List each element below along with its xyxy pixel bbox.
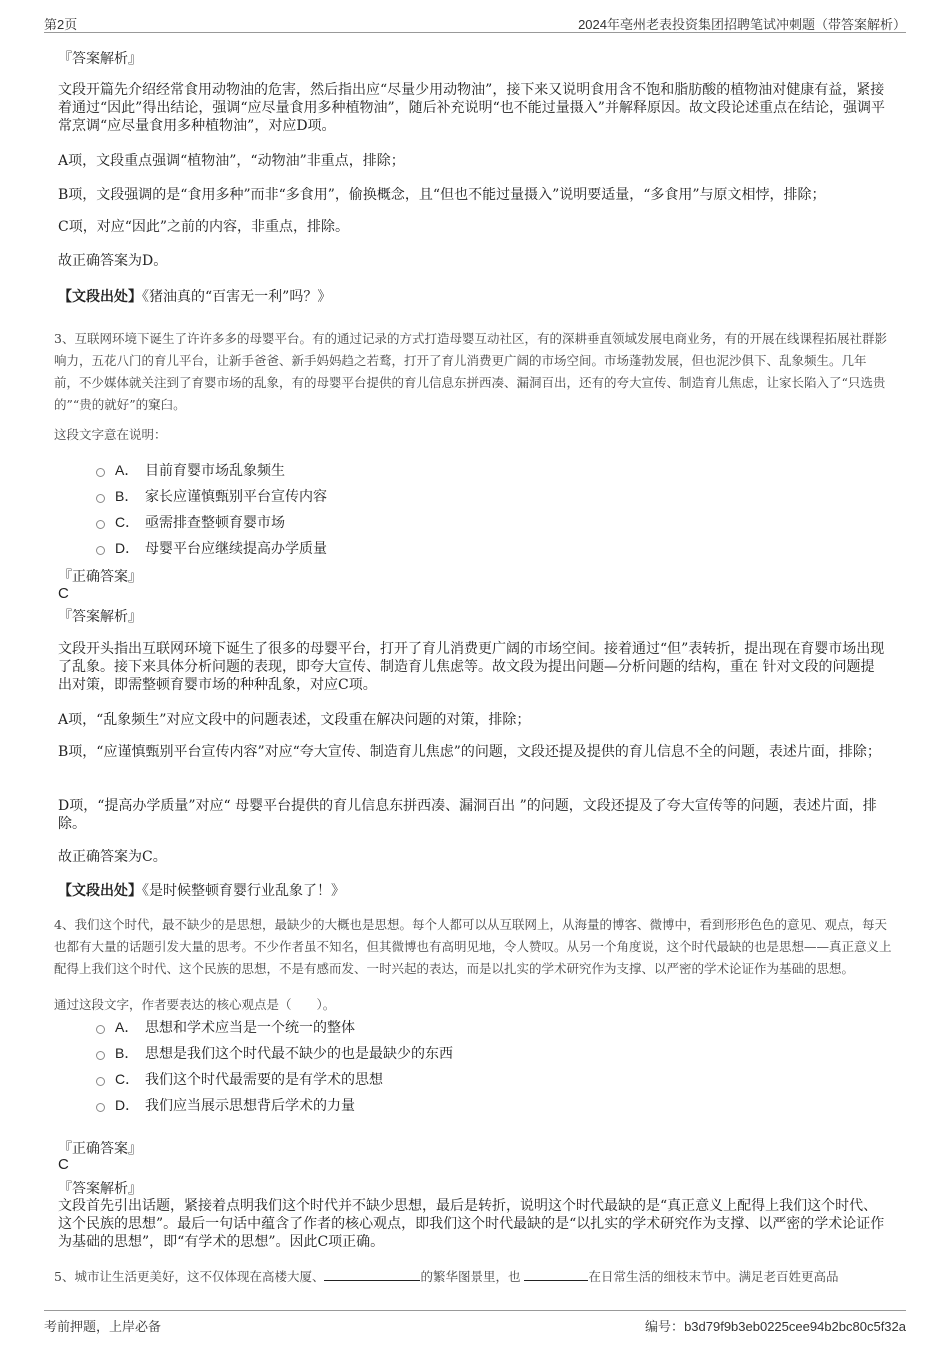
q3-point-d: D项，“提高办学质量”对应“ 母婴平台提供的育儿信息东拼西凑、漏洞百出 ”的问题，文段还提及了夸大宣传等的问题，表述片面，排除。 xyxy=(58,798,877,832)
q3-option-d[interactable]: D． 母婴平台应继续提高办学质量 xyxy=(96,535,327,561)
q4-answer: C xyxy=(58,1156,69,1173)
q2-analysis: 文段开篇先介绍经常食用动物油的危害，然后指出应“尽量少用动物油”，接下来又说明食用含不饱和脂肪酸的植物油对健康有益，紧接着通过“因此”得出结论，强调“应尽量食用多种植物油”，随后补充说明“也不能过量摄入”并解释原因。故文段论述重点在结论，强调平常烹调“应尽量食用多种植物油”，对应D项。 xyxy=(58,82,885,134)
radio-icon[interactable] xyxy=(96,520,105,529)
q3-analysis-label: 『答案解析』 xyxy=(58,609,142,625)
q3-point-a: A项，“乱象频生”对应文段中的问题表述，文段重在解决问题的对策，排除； xyxy=(58,712,531,728)
q3-option-c[interactable]: C． 亟需排查整顿育婴市场 xyxy=(96,509,327,535)
radio-icon[interactable] xyxy=(96,1103,105,1112)
q3-analysis: 文段开头指出互联网环境下诞生了很多的母婴平台，打开了育儿消费更广阔的市场空间。接着通过“但”表转折，提出现在育婴市场出现了乱象。接下来具体分析问题的表现，即夸大宣传、制造育儿焦虑等。故文段为提出问题—分析问题的结构，重在 针对文段的问题提出对策，即需整顿育婴市场的种种乱象，对应C项。 xyxy=(58,641,885,693)
q2-source-title: 《猪油真的“百害无一利”吗？》 xyxy=(142,289,332,305)
q3-answer-label: 『正确答案』 xyxy=(58,569,142,585)
radio-icon[interactable] xyxy=(96,1077,105,1086)
radio-icon[interactable] xyxy=(96,546,105,555)
page-header xyxy=(44,12,906,33)
q4-analysis: 文段首先引出话题，紧接着点明我们这个时代并不缺少思想，最后是转折，说明这个时代最缺的是“真正意义上配得上我们这个时代、这个民族的思想”。最后一句话中蕴含了作者的核心观点，即我们这个时代最缺的是“以扎实的学术研究作为支撑、以严密的学术论证作为基础的思想”，即“有学术的思想”。因此C项正确。 xyxy=(58,1198,885,1250)
document-code: 编号：b3d79f9b3eb0225cee94b2bc80c5f32a xyxy=(645,1319,906,1335)
q2-source-label: 【文段出处】 xyxy=(58,289,142,305)
q3-source-label: 【文段出处】 xyxy=(58,883,142,899)
q3-option-a[interactable]: A． 目前育婴市场乱象频生 xyxy=(96,457,327,483)
q3-option-b[interactable]: B． 家长应谨慎甄别平台宣传内容 xyxy=(96,483,327,509)
q2-analysis-label: 『答案解析』 xyxy=(58,51,142,67)
q3-options xyxy=(96,457,327,561)
radio-icon[interactable] xyxy=(96,1025,105,1034)
q2-point-a: A项，文段重点强调“植物油”，“动物油”非重点，排除； xyxy=(58,153,405,169)
page-footer xyxy=(44,1310,906,1335)
radio-icon[interactable] xyxy=(96,1051,105,1060)
document-title: 2024年亳州老表投资集团招聘笔试冲刺题（带答案解析） xyxy=(578,17,906,32)
q4-option-a[interactable]: A． 思想和学术应当是一个统一的整体 xyxy=(96,1014,453,1040)
q4-option-d[interactable]: D． 我们应当展示思想背后学术的力量 xyxy=(96,1092,453,1118)
q3-answer: C xyxy=(58,585,69,602)
q4-prompt: 通过这段文字，作者要表达的核心观点是（ ）。 xyxy=(54,997,336,1012)
footer-slogan: 考前押题，上岸必备 xyxy=(44,1320,162,1335)
q3-stem: 3、互联网环境下诞生了许许多多的母婴平台。有的通过记录的方式打造母婴互动社区，有的深耕垂直领域发展电商业务，有的开展在线课程拓展社群影响力，五花八门的育儿平台，让新手爸爸、新手妈妈趋之若鹜，打开了育儿消费更广阔的市场空间。市场蓬勃发展，但也泥沙俱下、乱象频生。几年前，不少媒体就关注到了育婴市场的乱象，有的母婴平台提供的育儿信息东拼西凑、漏洞百出，还有的夸大宣传、制造育儿焦虑，让家长陷入了“只选贵的”“贵的就好”的窠臼。 xyxy=(54,331,887,412)
q5-stem: 5、城市让生活更美好，这不仅体现在高楼大厦、 的繁华图景里，也 在日常生活的细枝末节中。满足老百姓更高品 xyxy=(54,1269,839,1284)
q4-option-b[interactable]: B． 思想是我们这个时代最不缺少的也是最缺少的东西 xyxy=(96,1040,453,1066)
q3-source xyxy=(58,880,888,900)
q4-option-c[interactable]: C． 我们这个时代最需要的是有学术的思想 xyxy=(96,1066,453,1092)
q3-conclusion: 故正确答案为C。 xyxy=(58,849,167,865)
q4-stem: 4、我们这个时代，最不缺少的是思想，最缺少的大概也是思想。每个人都可以从互联网上，从海量的博客、微博中，看到形形色色的意见、观点，每天也都有大量的话题引发大量的思考。不少作者虽不知名，但其微博也有高明见地，令人赞叹。从另一个角度说，这个时代最缺的也是思想——真正意义上配得上我们这个时代、这个民族的思想，不是有感而发、一时兴起的表达，而是以扎实的学术研究作为支撑、以严密的学术论证作为基础的思想。 xyxy=(54,917,892,976)
fill-blank-2[interactable] xyxy=(524,1268,588,1281)
q2-conclusion: 故正确答案为D。 xyxy=(58,253,168,269)
q3-point-b: B项，“应谨慎甄别平台宣传内容”对应“夸大宣传、制造育儿焦虑”的问题，文段还提及提供的育儿信息不全的问题，表述片面，排除； xyxy=(58,744,881,760)
q4-answer-label: 『正确答案』 xyxy=(58,1141,142,1157)
q4-options xyxy=(96,1014,453,1118)
fill-blank-1[interactable] xyxy=(324,1268,420,1281)
radio-icon[interactable] xyxy=(96,468,105,477)
q3-prompt: 这段文字意在说明： xyxy=(54,427,167,442)
radio-icon[interactable] xyxy=(96,494,105,503)
q4-analysis-label: 『答案解析』 xyxy=(58,1181,142,1197)
q3-source-title: 《是时候整顿育婴行业乱象了！》 xyxy=(142,883,345,899)
q2-source xyxy=(58,286,888,306)
page-number: 第2页 xyxy=(44,17,78,32)
q2-point-c: C项，对应“因此”之前的内容，非重点，排除。 xyxy=(58,219,350,235)
q2-point-b: B项，文段强调的是“食用多种”而非“多食用”，偷换概念，且“但也不能过量摄入”说明要适量，“多食用”与原文相悖，排除； xyxy=(58,187,826,203)
